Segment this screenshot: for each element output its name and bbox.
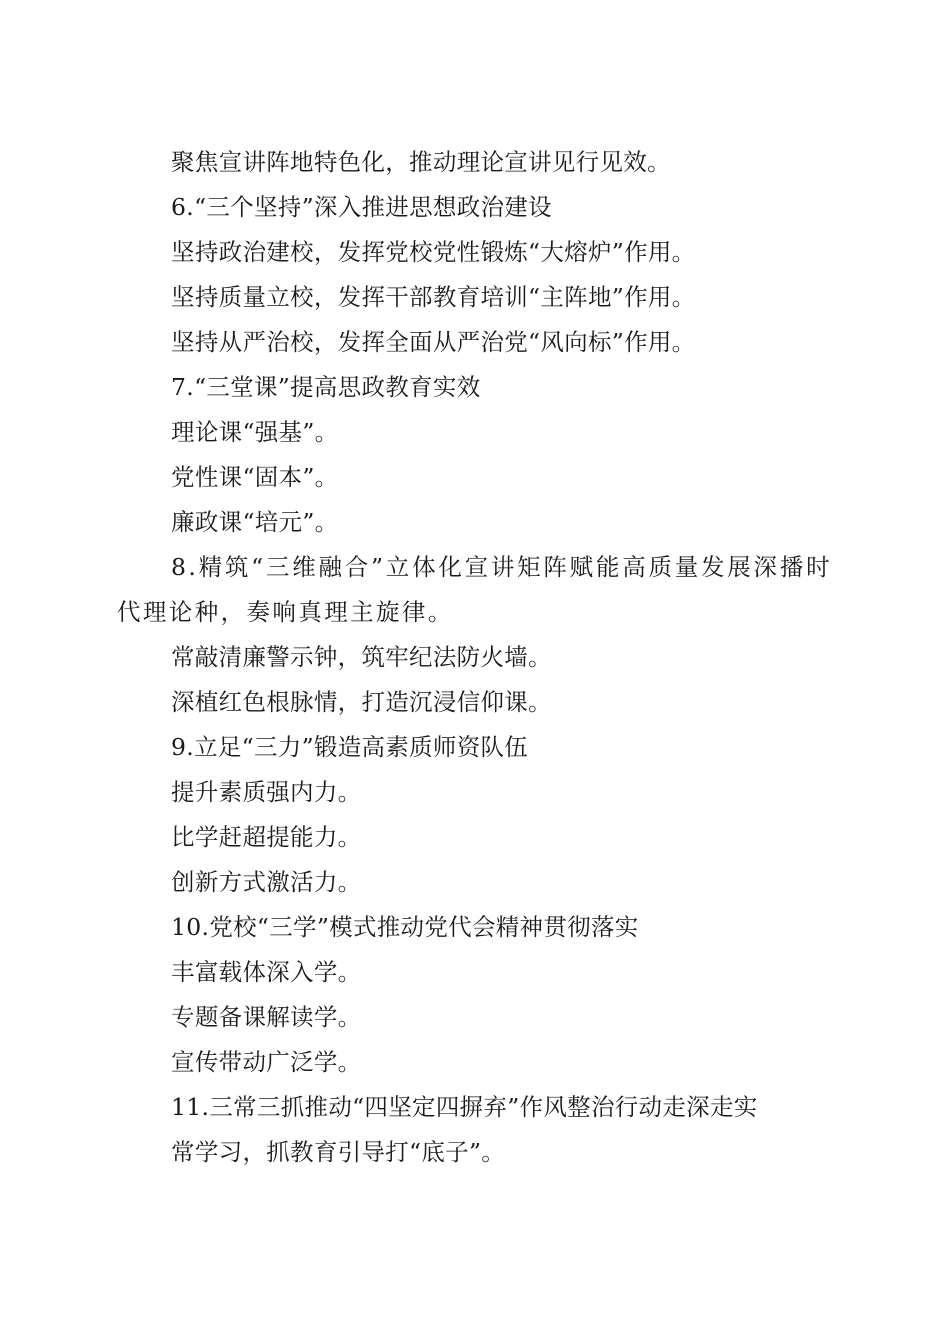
section-heading-9: 9.立足“三力”锻造高素质师资队伍 xyxy=(171,733,529,761)
text-line: 深植红色根脉情，打造沉浸信仰课。 xyxy=(171,688,552,716)
section-heading-11: 11.三常三抓推动“四坚定四摒弃”作风整治行动走深走实 xyxy=(171,1093,758,1121)
text-line: 常学习，抓教育引导打“底子”。 xyxy=(171,1138,506,1166)
text-line: 廉政课“培元”。 xyxy=(171,508,339,536)
text-line: 坚持质量立校，发挥干部教育培训“主阵地”作用。 xyxy=(171,283,696,311)
text-line: 专题备课解读学。 xyxy=(171,1003,362,1031)
text-line: 常敲清廉警示钟，筑牢纪法防火墙。 xyxy=(171,643,552,671)
text-line: 党性课“固本”。 xyxy=(171,463,339,491)
document-body xyxy=(117,140,832,1175)
text-line: 提升素质强内力。 xyxy=(171,778,362,806)
text-line: 坚持政治建校，发挥党校党性锻炼“大熔炉”作用。 xyxy=(171,238,696,266)
text-line: 比学赶超提能力。 xyxy=(171,823,362,851)
text-line: 创新方式激活力。 xyxy=(171,868,362,896)
text-line: 丰富载体深入学。 xyxy=(171,958,362,986)
section-heading-6: 6.“三个坚持”深入推进思想政治建设 xyxy=(171,193,552,221)
text-line: 聚焦宣讲阵地特色化，推动理论宣讲见行见效。 xyxy=(171,148,671,176)
section-heading-10: 10.党校“三学”模式推动党代会精神贯彻落实 xyxy=(171,913,639,941)
section-heading-8: 8.精筑“三维融合”立体化宣讲矩阵赋能高质量发展深播时代理论种，奏响真理主旋律。 xyxy=(117,553,832,626)
text-line: 坚持从严治校，发挥全面从严治党“风向标”作用。 xyxy=(171,328,696,356)
text-line: 宣传带动广泛学。 xyxy=(171,1048,362,1076)
section-heading-7: 7.“三堂课”提高思政教育实效 xyxy=(171,373,481,401)
text-line: 理论课“强基”。 xyxy=(171,418,339,446)
